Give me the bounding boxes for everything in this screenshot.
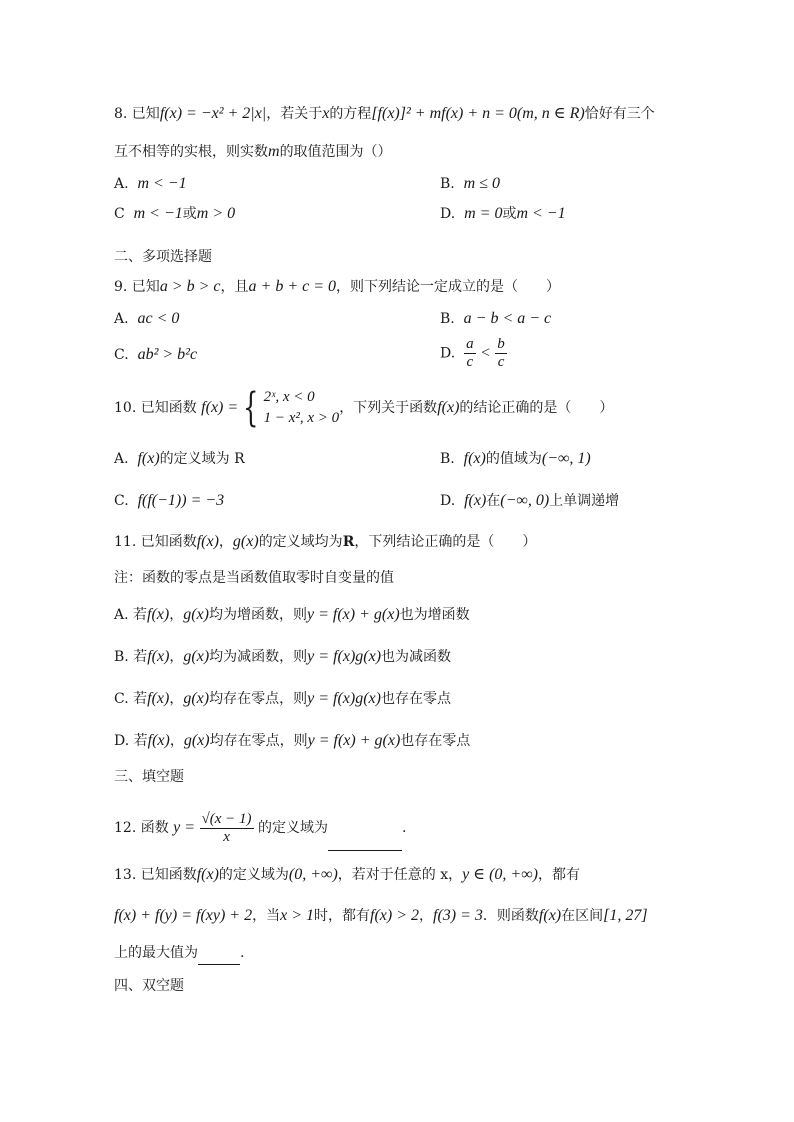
q11-option-d: D. 若f(x)，g(x)均存在零点，则y = f(x) + g(x)也存在零点 (114, 732, 471, 749)
q12-fraction: $\frac{√(x - 1)}{x}$ (201, 810, 252, 845)
q12-answer-blank[interactable] (328, 806, 402, 851)
piecewise-definition: 2ˣ, x < 0 1 − x², x > 0 (263, 389, 340, 426)
q8-equation: [f(x)]² + mf(x) + n = 0(m, n ∈ R) (371, 105, 585, 122)
q10-option-d: D. f(x)在(−∞, 0)上单调递增 (440, 492, 620, 509)
q11-option-b: B. 若f(x)，g(x)均为减函数，则y = f(x)g(x)也为减函数 (114, 648, 452, 665)
q13-line2: f(x) + f(y) = f(xy) + 2，当x > 1时，都有f(x) > 2，f(3) = 3．则函数f(x)在区间[1, 27] (114, 907, 648, 924)
q10-stem: 10. 已知函数 f(x) = { 2ˣ, x < 0 1 − x², x > 0 ，下列关于函数f(x)的结论正确的是（ ） (114, 385, 614, 431)
q9-option-b: B. a − b < a − c (440, 310, 552, 327)
q10-option-a: A. f(x)的定义域为 R (114, 450, 245, 467)
q8-option-c: C m < −1或m > 0 (114, 205, 236, 222)
fraction-a-over-c: $\frac{a}{c}$ (466, 336, 474, 370)
q11-option-a: A. 若f(x)，g(x)均为增函数，则y = f(x) + g(x)也为增函数 (114, 606, 470, 623)
fraction-b-over-c: $\frac{b}{c}$ (497, 336, 505, 370)
q13-line3: 上的最大值为 . (114, 942, 244, 965)
q8-option-b: B. m ≤ 0 (440, 175, 500, 192)
q8-line2: 互不相等的实根，则实数m的取值范围为（） (114, 143, 392, 160)
q9-stem: 9. 已知a > b > c，且a + b + c = 0，则下列结论一定成立的是（ ） (114, 278, 561, 295)
section-2-heading: 二、多项选择题 (114, 249, 212, 265)
q8-option-d: D. m = 0或m < −1 (440, 205, 566, 222)
q12-stem: 12. 函数 y = $\frac{√(x - 1)}{x}$ 的定义域为 . (114, 806, 406, 851)
q13-answer-blank[interactable] (198, 942, 240, 965)
q10-option-b: B. f(x)的值域为(−∞, 1) (440, 450, 591, 467)
q8-line1: 8. 已知f(x) = −x² + 2|x|，若关于x的方程[f(x)]² + mf(x) + n = 0(m, n ∈ R)恰好有三个 (114, 105, 655, 122)
section-3-heading: 三、填空题 (114, 769, 184, 785)
q11-stem: 11. 已知函数f(x)，g(x)的定义域均为R，下列结论正确的是（ ） (114, 533, 537, 550)
q9-option-c: C. ab² > b²c (114, 346, 198, 363)
q11-note: 注：函数的零点是当函数值取零时自变量的值 (114, 570, 394, 586)
left-brace: { (243, 385, 259, 431)
q10-option-c: C. f(f(−1)) = −3 (114, 492, 225, 509)
section-4-heading: 四、双空题 (114, 978, 184, 994)
q11-option-c: C. 若f(x)，g(x)均存在零点，则y = f(x)g(x)也存在零点 (114, 690, 451, 707)
q13-line1: 13. 已知函数f(x)的定义域为(0, +∞)，若对于任意的 x，y ∈ (0, +∞)，都有 (114, 866, 580, 883)
q9-option-d: D. $\frac{a}{c}$ < $\frac{b}{c}$ (440, 336, 505, 370)
q9-option-a: A. ac < 0 (114, 310, 180, 327)
q8-option-a: A. m < −1 (114, 175, 187, 192)
q8-func: f(x) = −x² + 2|x| (159, 105, 267, 122)
